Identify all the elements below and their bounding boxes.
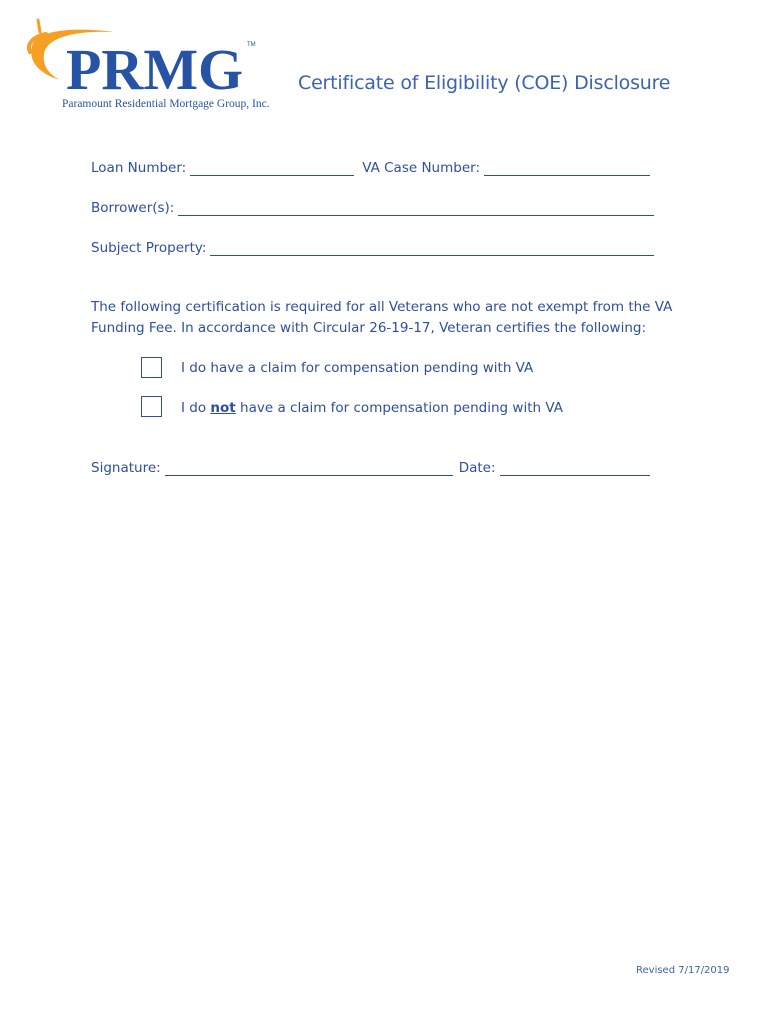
va-case-number-field[interactable] xyxy=(484,161,650,176)
no-claim-suffix: have a claim for compensation pending with VA xyxy=(235,400,563,416)
company-logo xyxy=(26,18,270,118)
subject-property-field[interactable] xyxy=(210,241,654,256)
certification-line-1: The following certification is required for all Veterans who are not exempt from the VA xyxy=(91,299,673,315)
va-case-number-label: VA Case Number: xyxy=(362,160,480,176)
no-claim-pending-checkbox[interactable] xyxy=(141,396,162,417)
logo-company-name: Paramount Residential Mortgage Group, Inc. xyxy=(62,98,270,110)
signature-field[interactable] xyxy=(165,461,453,476)
logo-wordmark: PRMG xyxy=(66,37,244,102)
claim-pending-checkbox[interactable] xyxy=(141,357,162,378)
no-claim-prefix: I do xyxy=(181,400,211,416)
date-field[interactable] xyxy=(500,461,650,476)
loan-row xyxy=(91,160,650,176)
signature-label: Signature: xyxy=(91,460,161,476)
borrowers-field[interactable] xyxy=(178,201,654,216)
no-claim-pending-label xyxy=(181,400,563,416)
borrowers-label: Borrower(s): xyxy=(91,200,175,216)
date-label: Date: xyxy=(458,460,496,476)
signature-row xyxy=(91,460,650,476)
loan-number-field[interactable] xyxy=(190,161,354,176)
logo-trademark: TM xyxy=(247,42,256,48)
subject-property-row xyxy=(91,240,654,256)
certification-paragraph xyxy=(91,297,681,339)
document-title: Certificate of Eligibility (COE) Disclosure xyxy=(298,72,671,94)
borrowers-row xyxy=(91,200,654,216)
loan-number-label: Loan Number: xyxy=(91,160,187,176)
revised-date: Revised 7/17/2019 xyxy=(636,965,730,976)
subject-property-label: Subject Property: xyxy=(91,240,207,256)
certification-line-2: Funding Fee. In accordance with Circular 26-19-17, Veteran certifies the following: xyxy=(91,320,647,336)
claim-pending-label: I do have a claim for compensation pending with VA xyxy=(181,360,534,376)
no-claim-emphasis: not xyxy=(210,400,236,416)
